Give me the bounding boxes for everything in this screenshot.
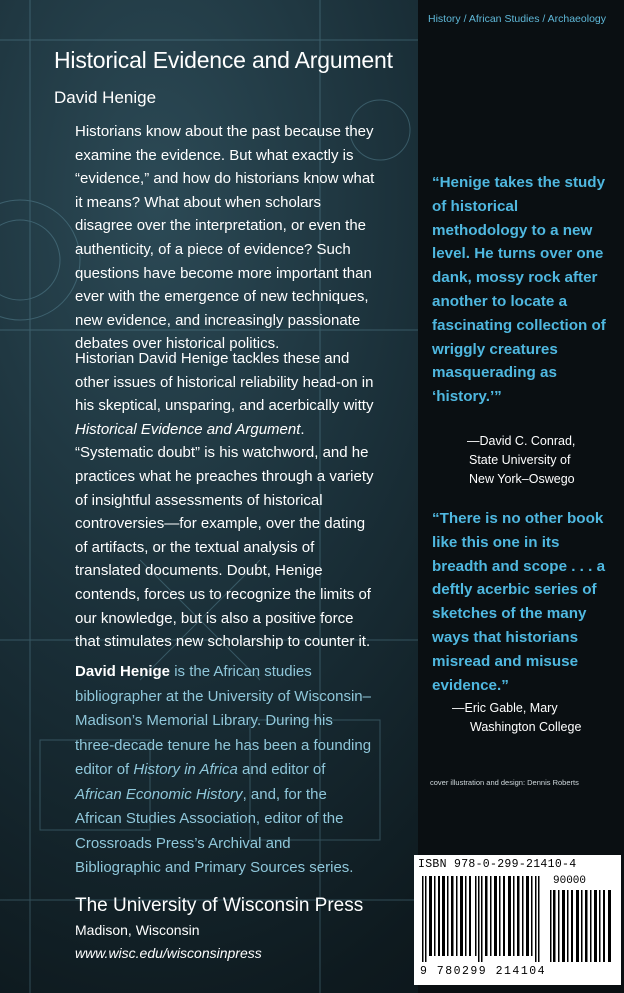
- author-bio: [75, 660, 375, 881]
- price-barcode: [548, 890, 616, 962]
- publisher-name: The University of Wisconsin Press: [75, 895, 364, 916]
- publisher-city: Madison, Wisconsin: [75, 922, 200, 938]
- book-title: Historical Evidence and Argument: [54, 47, 393, 73]
- publisher-url[interactable]: www.wisc.edu/wisconsinpress: [75, 945, 262, 961]
- description-paragraph-2: [75, 347, 375, 654]
- ean-number: 9 780299 214104: [420, 965, 547, 978]
- bio-text-1: is the African studies bibliographer at the University of Wisconsin–Madison’s Memorial Library. During his three-decade tenure he has been a founding editor of: [75, 663, 372, 778]
- right-panel: [418, 0, 624, 993]
- paragraph-2-book-title: Historical Evidence and Argument: [75, 420, 301, 438]
- price-code: 90000: [553, 875, 587, 887]
- paragraph-2-text-a: Historian David Henige tackles these and other issues of historical reliability head-on in his skeptical, unsparing, and acerbically witty: [75, 350, 374, 415]
- attribution-1-line-1: —David C. Conrad,: [467, 434, 576, 448]
- attribution-2-line-1: —Eric Gable, Mary: [452, 701, 558, 715]
- bio-author-name: David Henige: [75, 663, 171, 680]
- design-credit: cover illustration and design: Dennis Roberts: [430, 778, 579, 787]
- bio-text-2: and editor of: [237, 761, 326, 778]
- attribution-1-line-3: New York–Oswego: [469, 472, 575, 486]
- isbn-text: ISBN 978-0-299-21410-4: [418, 858, 577, 871]
- attribution-1-line-2: State University of: [469, 453, 571, 467]
- review-quote-2: “There is no other book like this one in its breadth and scope . . . a deftly acerbic series of sketches of the many ways that historians misread and misuse evidence.”: [432, 510, 606, 694]
- paragraph-2-text-b: . “Systematic doubt” is his watchword, and he practices what he preaches through a variety of insightful assessments of historical controversies—for example, over the dating of artifacts, or the textual analysis of translated documents. Doubt, Henige contends, forces us to recognize the limits of our knowledge, but is also a positive force that stimulates new scholarship to counter it.: [75, 420, 374, 651]
- review-attribution-1: [467, 432, 575, 489]
- description-paragraph-1: Historians know about the past because they examine the evidence. But what exactly is “evidence,” and how do historians know what it means? What about when scholars disagree over the interpretation, or even the authenticity, of a piece of evidence? Such questions have become more important than ever with the emergence of new techniques, new evidence, and increasingly passionate debates over historical politics.: [75, 123, 375, 353]
- review-attribution-2: [452, 699, 581, 737]
- category-label: History / African Studies / Archaeology: [428, 13, 607, 25]
- attribution-2-line-2: Washington College: [470, 720, 582, 734]
- bio-journal-2: African Economic History: [75, 785, 243, 803]
- book-author: David Henige: [54, 88, 157, 107]
- bio-journal-1: History in Africa: [133, 761, 238, 778]
- isbn-barcode: [420, 876, 544, 962]
- bio-text-3: , and, for the African Studies Association, editor of the Crossroads Press’s Archival and Bibliographic and Primary Sources series.: [75, 785, 354, 876]
- review-quote-1: “Henige takes the study of historical methodology to a new level. He turns over one dank, mossy rock after another to locate a fascinating collection of wriggly creatures masquerading as ‘history.’”: [432, 174, 606, 406]
